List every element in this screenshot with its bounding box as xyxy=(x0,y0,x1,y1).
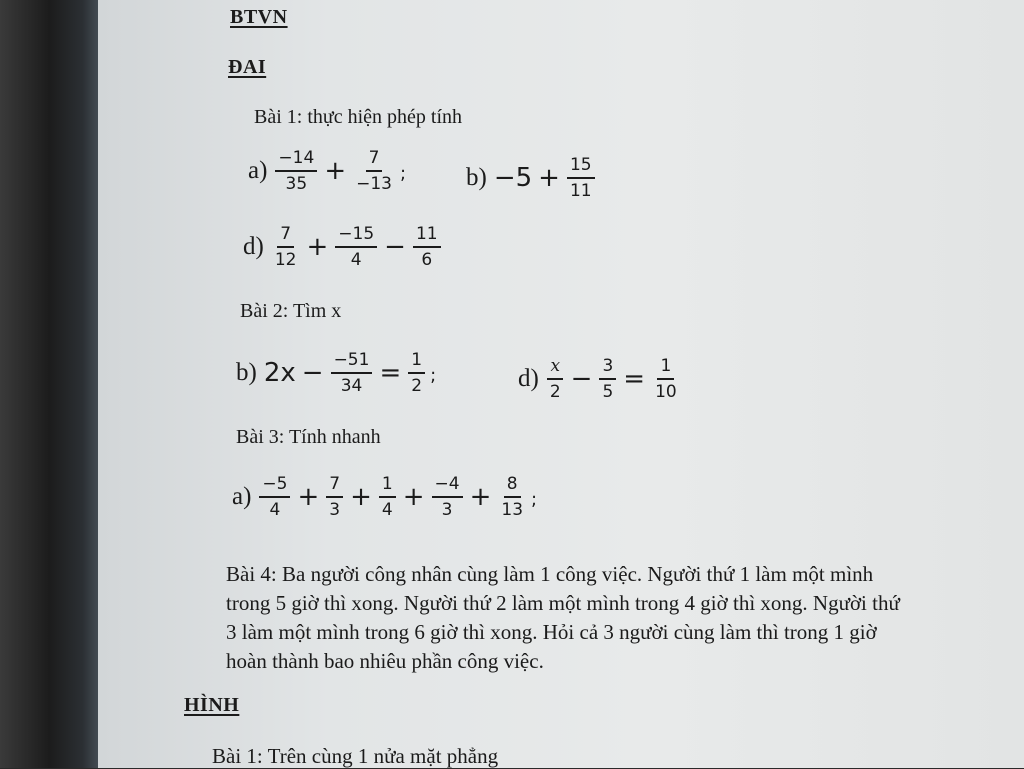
bai2-d-expression xyxy=(518,356,684,402)
numerator: 15 xyxy=(567,155,595,179)
operator: + xyxy=(538,163,560,193)
numerator: 1 xyxy=(379,474,396,498)
fraction xyxy=(335,224,377,270)
numerator: −5 xyxy=(259,474,290,498)
fraction xyxy=(272,224,300,270)
denominator: 4 xyxy=(381,500,393,520)
denominator: 5 xyxy=(602,382,614,402)
punctuation: ; xyxy=(531,489,538,510)
bai1-heading: Bài 1: thực hiện phép tính xyxy=(254,106,463,128)
fraction xyxy=(567,155,595,201)
denominator: 4 xyxy=(269,500,281,520)
denominator: 35 xyxy=(285,174,308,194)
section-heading-hinh: HÌNH xyxy=(184,694,240,716)
denominator: 12 xyxy=(274,250,297,270)
numerator: 7 xyxy=(326,474,343,498)
fraction xyxy=(379,474,396,520)
paragraph-line: Bài 4: Ba người công nhân cùng làm 1 công việc. Người thứ 1 làm một mình xyxy=(226,562,874,586)
bai2-heading: Bài 2: Tìm x xyxy=(240,300,342,322)
denominator: 6 xyxy=(421,250,433,270)
bai3-heading: Bài 3: Tính nhanh xyxy=(236,426,381,448)
fraction xyxy=(326,474,343,520)
bai4-paragraph xyxy=(226,560,1024,676)
punctuation: ; xyxy=(400,163,407,184)
operator: − xyxy=(384,232,406,262)
bai3-a-expression xyxy=(232,474,537,520)
denominator: 10 xyxy=(655,382,677,402)
operator: − xyxy=(570,364,593,394)
operator: + xyxy=(297,482,320,512)
numerator: 1 xyxy=(408,350,425,374)
denominator: 2 xyxy=(411,376,423,396)
problem-label: d) xyxy=(518,365,539,392)
numerator: −15 xyxy=(335,224,377,248)
bai1-d-expression xyxy=(243,224,445,270)
fraction xyxy=(331,350,373,396)
leading-term: −5 xyxy=(493,163,533,193)
denominator: 11 xyxy=(569,181,592,201)
leading-term: 2x xyxy=(263,358,296,388)
numerator: −51 xyxy=(331,350,373,374)
document-title: BTVN xyxy=(230,6,288,28)
denominator: 4 xyxy=(350,250,362,270)
denominator: 13 xyxy=(501,500,524,520)
paragraph-line: 3 làm một mình trong 6 giờ thì xong. Hỏi cả 3 người cùng làm thì trong 1 giờ xyxy=(226,620,877,644)
fraction xyxy=(498,474,526,520)
problem-label: b) xyxy=(236,359,257,386)
numerator: −4 xyxy=(432,474,463,498)
problem-label: a) xyxy=(248,157,268,184)
numerator: x xyxy=(547,356,563,380)
screen-bezel xyxy=(0,0,110,768)
operator: − xyxy=(301,358,324,388)
bai1-b-expression xyxy=(466,155,599,201)
equals-sign: = xyxy=(379,358,402,388)
equals-sign: = xyxy=(623,364,646,394)
fraction xyxy=(353,148,395,194)
operator: + xyxy=(350,482,372,512)
operator: + xyxy=(469,482,492,512)
denominator: 3 xyxy=(329,500,341,520)
numerator: 1 xyxy=(657,356,674,380)
fraction xyxy=(599,356,616,402)
numerator: 7 xyxy=(366,148,383,172)
bai1-a-expression xyxy=(248,148,406,194)
denominator: −13 xyxy=(356,174,392,194)
hinh-bai1-line: Bài 1: Trên cùng 1 nửa mặt phẳng xyxy=(212,744,499,768)
fraction xyxy=(547,356,564,402)
fraction xyxy=(652,356,680,402)
bai2-b-expression xyxy=(236,350,436,396)
operator: + xyxy=(402,482,425,512)
problem-label: a) xyxy=(232,483,252,510)
fraction xyxy=(408,350,425,396)
punctuation: ; xyxy=(430,365,437,386)
denominator: 34 xyxy=(340,376,363,396)
paragraph-line: trong 5 giờ thì xong. Người thứ 2 làm một mình trong 4 giờ thì xong. Người thứ xyxy=(226,591,900,615)
numerator: 8 xyxy=(504,474,521,498)
section-heading-dai: ĐAI xyxy=(228,56,267,78)
denominator: 2 xyxy=(549,382,561,402)
fraction xyxy=(432,474,463,520)
fraction xyxy=(259,474,290,520)
problem-label: d) xyxy=(243,233,264,260)
operator: + xyxy=(324,156,347,186)
numerator: 3 xyxy=(599,356,616,380)
denominator: 3 xyxy=(441,500,453,520)
fraction xyxy=(413,224,441,270)
numerator: −14 xyxy=(275,148,317,172)
fraction xyxy=(275,148,317,194)
paragraph-line: hoàn thành bao nhiêu phần công việc. xyxy=(226,649,544,673)
document-page xyxy=(98,0,1024,768)
numerator: 7 xyxy=(277,224,294,248)
operator: + xyxy=(306,232,329,262)
problem-label: b) xyxy=(466,164,487,191)
numerator: 11 xyxy=(413,224,441,248)
